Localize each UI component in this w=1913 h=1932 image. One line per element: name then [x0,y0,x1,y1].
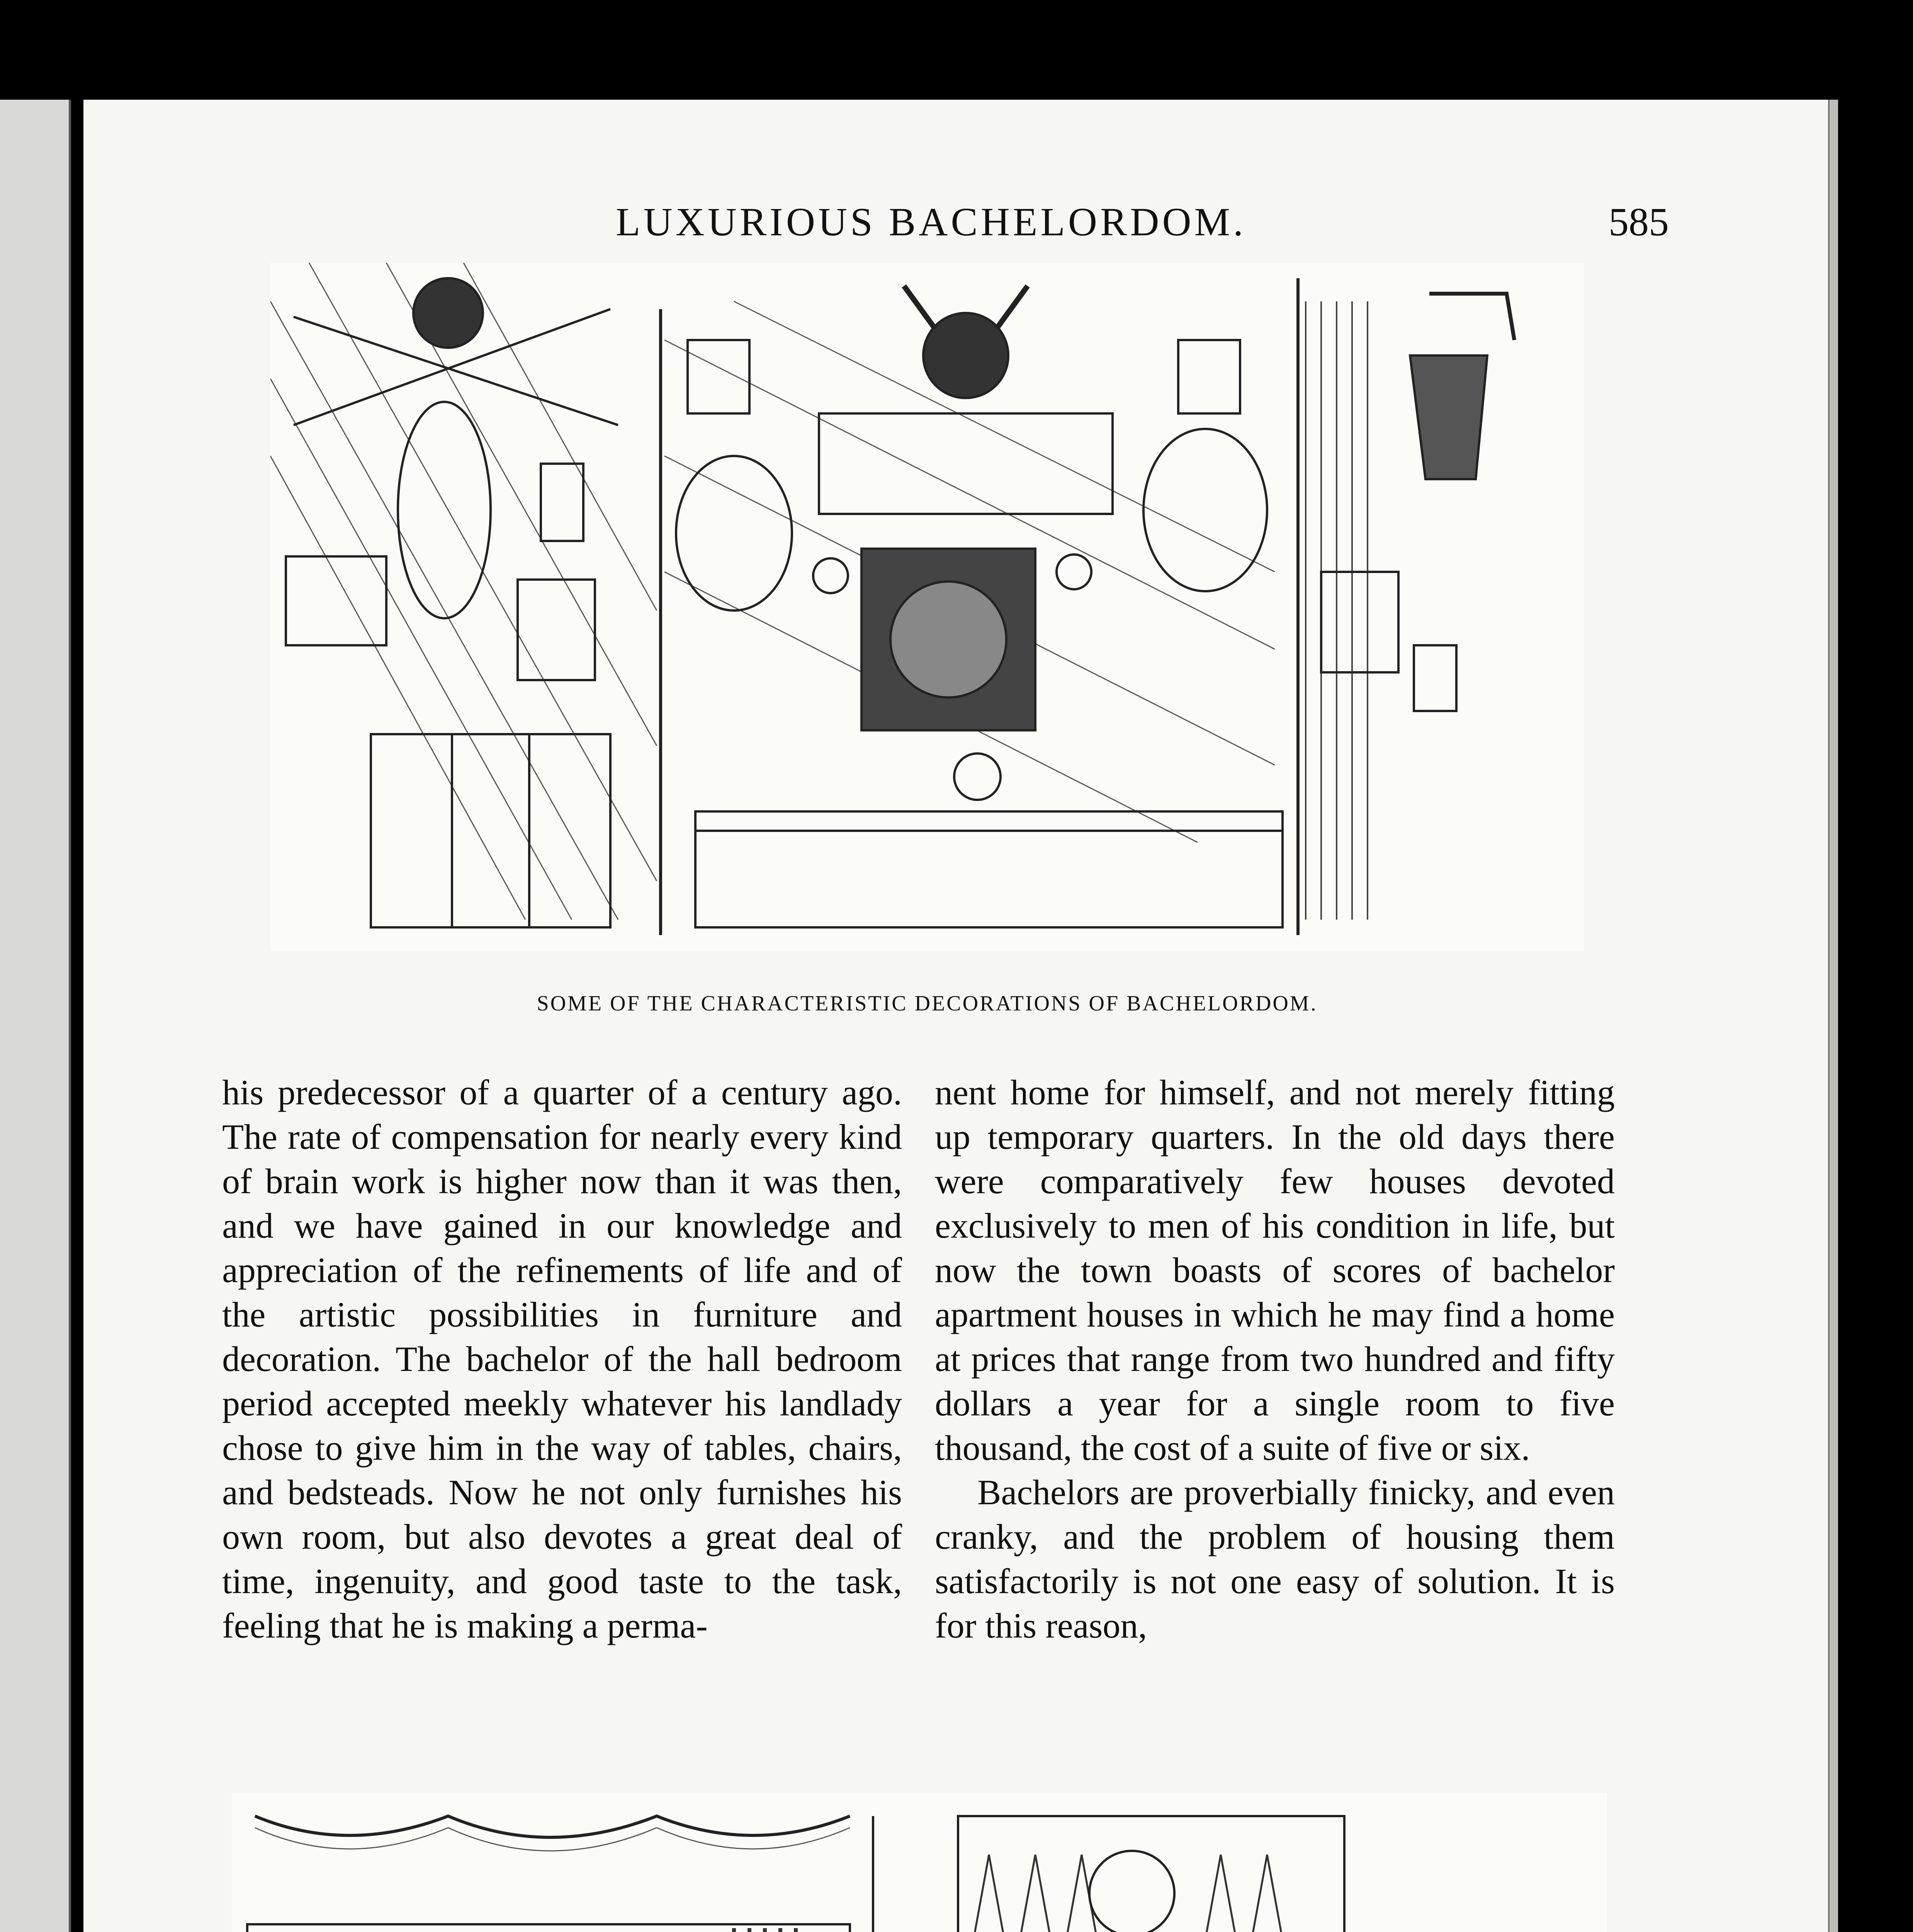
cabinet [371,734,610,927]
bookshelves [247,1924,850,1932]
adjacent-page-edge [0,100,71,1932]
long-painting [819,413,1113,514]
snowshoe [398,402,491,618]
illustration-decorations-drawing [270,263,1584,951]
hatching-left [270,263,657,920]
column-1-text: his predecessor of a quarter of a century ago. The rate of compensation for nearly every kind of brain work is higher now than it was then, and we have gained in our knowledge and appreciation of the refinements of life and of the artistic possibilities in furniture and decoration. The bachelor of the hall bedroom period accepted meekly whatever his landlady chose to give him in the way of tables, chairs, and bedsteads. Now he not only furnishes his own room, but also devotes a great deal of time, ingenuity, and good taste to the task, feeling that he is making a perma- [222,1073,902,1645]
draped-net [255,1816,850,1837]
oval-portrait-right [1143,429,1267,591]
decorative-plate [1089,1851,1174,1932]
lantern [541,464,583,541]
frame-left-2 [518,580,595,680]
running-head-title: LUXURIOUS BACHELORDOM. [615,200,1247,244]
hanging-lantern [1410,355,1487,479]
body-column-1 [222,1070,902,1648]
frame-portrait-2 [1178,340,1240,413]
caption-top: SOME OF THE CHARACTERISTIC DECORATIONS OF BACHELORDOM. [537,992,1318,1015]
illustration-decorations [270,263,1584,951]
column-2-paragraph-1: nent home for himself, and not merely fitting up temporary quarters. In the old days there were comparatively few houses devoted exclusively to men of his condition in life, but now the town boasts of scores of bachelor apartment houses in which he may find a home at prices that range from two hundred and fifty dollars a year for a single room to five thousand, the cost of a suite of five or six. [935,1073,1615,1468]
mantel-shelf-decor [958,1816,1344,1932]
plate-1 [813,558,848,593]
page-edge-right [1828,100,1838,1932]
illustration-bachelor-room [232,1793,1607,1932]
oval-portrait-left [676,456,792,611]
page-number: 585 [1609,200,1669,244]
illustration-room-drawing [232,1793,1607,1932]
plate-3 [954,753,1001,800]
plate-2 [1057,554,1091,589]
frame-portrait-1 [688,340,749,413]
frame-right-2 [1414,645,1456,711]
frame-left-1 [286,556,386,645]
column-2-paragraph-2: Bachelors are proverbially finicky, and even cranky, and the problem of housing them satisfactorily is not one easy of solution. It is for this reason, [935,1473,1615,1645]
frame-right-1 [1321,572,1398,672]
helmet [413,278,483,348]
mantel [695,811,1283,927]
body-column-2 [935,1070,1615,1648]
